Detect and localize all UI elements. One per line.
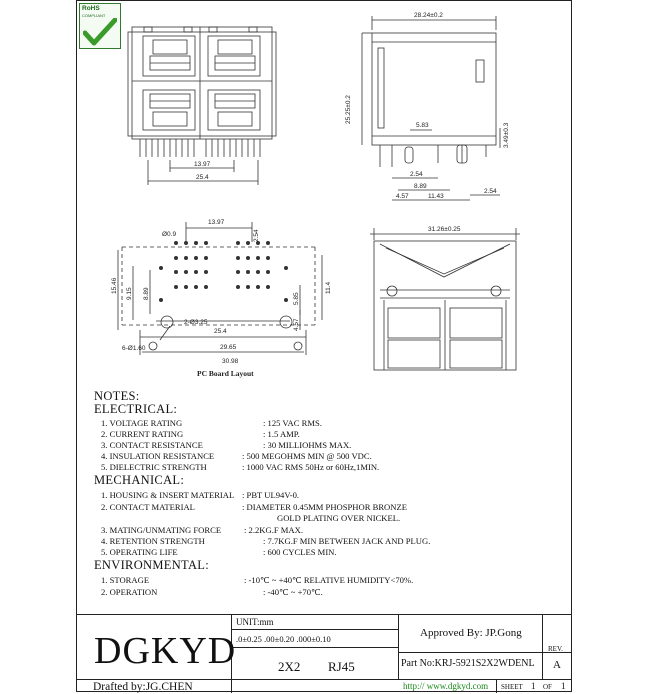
tolerances: .0±0.25 .00±0.20 .000±0.10 <box>236 634 331 644</box>
dim-side-width: 28.24±0.2 <box>414 12 443 19</box>
part-number: Part No:KRJ-5921S2X2WDENL <box>401 658 535 669</box>
sheet-label: SHEET <box>501 683 523 691</box>
company-logo-text: DGKYD <box>94 630 237 672</box>
dim-pcb-2965: 29.65 <box>220 344 237 351</box>
dim-pcb-pitch: 13.97 <box>208 219 225 226</box>
dim-pcb-d09: Ø0.9 <box>162 231 177 238</box>
electrical-item-label: 1. VOLTAGE RATING <box>101 418 183 428</box>
dim-349: 3.49±0.3 <box>503 122 510 148</box>
dim-pcb-915: 9.15 <box>126 287 133 300</box>
pcb-caption: PC Board Layout <box>197 369 254 378</box>
drafted-by: Drafted by:JG.CHEN <box>93 681 193 693</box>
mechanical-item-value: : 7.7KG.F MIN BETWEEN JACK AND PLUG. <box>263 536 431 546</box>
electrical-item-label: 3. CONTACT RESISTANCE <box>101 440 203 450</box>
electrical-item-value: : 1.5 AMP. <box>263 429 300 439</box>
dim-pcb-3098: 30.98 <box>222 358 239 365</box>
electrical-item-value: : 125 VAC RMS. <box>263 418 322 428</box>
electrical-item-label: 2. CURRENT RATING <box>101 429 184 439</box>
dim-front-pitch: 13.97 <box>194 161 211 168</box>
of-label: OF <box>543 683 552 691</box>
environmental-item-label: 2. OPERATION <box>101 587 158 597</box>
mechanical-item-value-cont: GOLD PLATING OVER NICKEL. <box>277 513 401 523</box>
dim-front-width: 25.4 <box>196 174 209 181</box>
mechanical-item-value: : 2.2KG.F MAX. <box>244 525 303 535</box>
dim-889: 8.89 <box>414 183 427 190</box>
pcb-pin-holes <box>159 241 288 302</box>
mechanical-item-label: 4. RETENTION STRENGTH <box>101 536 205 546</box>
dim-1143: 11.43 <box>428 193 444 200</box>
title-block <box>76 614 572 692</box>
environmental-item-label: 1. STORAGE <box>101 575 150 585</box>
mechanical-item-value: : DIAMETER 0.45MM PHOSPHOR BRONZE <box>242 502 407 512</box>
sheet-total: 1 <box>561 681 566 691</box>
rohs-label: RoHS <box>82 5 100 12</box>
mechanical-item-label: 2. CONTACT MATERIAL <box>101 502 195 512</box>
notes-title: NOTES: <box>94 389 140 403</box>
sheet-number: 1 <box>531 681 536 691</box>
electrical-item-value: : 500 MEGOHMS MIN @ 500 VDC. <box>242 451 372 461</box>
mechanical-item-label: 1. HOUSING & INSERT MATERIAL <box>101 490 235 500</box>
electrical-item-value: : 30 MILLIOHMS MAX. <box>263 440 352 450</box>
electrical-heading: ELECTRICAL: <box>94 402 178 416</box>
dim-pcb-d254: 2.54 <box>253 229 260 242</box>
mechanical-item-value: : 600 CYCLES MIN. <box>263 547 337 557</box>
dim-side-height: 25.25±0.2 <box>345 95 352 124</box>
top-view <box>370 228 520 370</box>
environmental-item-value: : -10℃ ~ +40℃ RELATIVE HUMIDITY<70%. <box>244 575 414 585</box>
rohs-sublabel: COMPLIANT <box>82 13 106 18</box>
dim-pcb-hole: 2-Ø3.25 <box>184 319 208 326</box>
dim-254a: 2.54 <box>410 171 423 178</box>
dim-pcb-889: 8.89 <box>143 287 150 300</box>
environmental-heading: ENVIRONMENTAL: <box>94 558 209 572</box>
dim-457: 4.57 <box>396 193 409 200</box>
electrical-item-value: : 1000 VAC RMS 50Hz or 60Hz,1MIN. <box>242 462 380 472</box>
dim-top-width: 31.26±0.25 <box>428 226 461 233</box>
dim-pcb-457: 4.57 <box>293 318 300 331</box>
dim-583: 5.83 <box>416 122 429 129</box>
dim-pcb-254w: 25.4 <box>214 328 227 335</box>
dim-pcb-1546: 15.46 <box>111 277 118 294</box>
electrical-item-label: 5. DIELECTRIC STRENGTH <box>101 462 207 472</box>
mechanical-item-value: : PBT UL94V-0. <box>242 490 300 500</box>
dim-pcb-160: 6-Ø1.60 <box>122 345 146 352</box>
unit-label: UNIT:mm <box>236 617 274 627</box>
product-name: RJ45 <box>328 659 355 674</box>
mechanical-heading: MECHANICAL: <box>94 473 185 487</box>
product-type: 2X2 <box>278 659 301 674</box>
dim-pcb-585: 5.85 <box>293 292 300 305</box>
environmental-item-value: : -40℃ ~ +70℃. <box>263 587 323 597</box>
electrical-item-label: 4. INSULATION RESISTANCE <box>101 451 215 461</box>
side-view <box>362 16 500 200</box>
rev-value: A <box>553 659 561 671</box>
mechanical-item-label: 3. MATING/UNMATING FORCE <box>101 525 222 535</box>
approved-by: Approved By: JP.Gong <box>420 627 522 639</box>
dim-pcb-114: 11.4 <box>325 281 332 294</box>
rev-label: REV. <box>548 645 563 653</box>
website-link[interactable]: http:// www.dgkyd.com <box>403 681 489 691</box>
mechanical-item-label: 5. OPERATING LIFE <box>101 547 178 557</box>
dim-254b: 2.54 <box>484 188 497 195</box>
